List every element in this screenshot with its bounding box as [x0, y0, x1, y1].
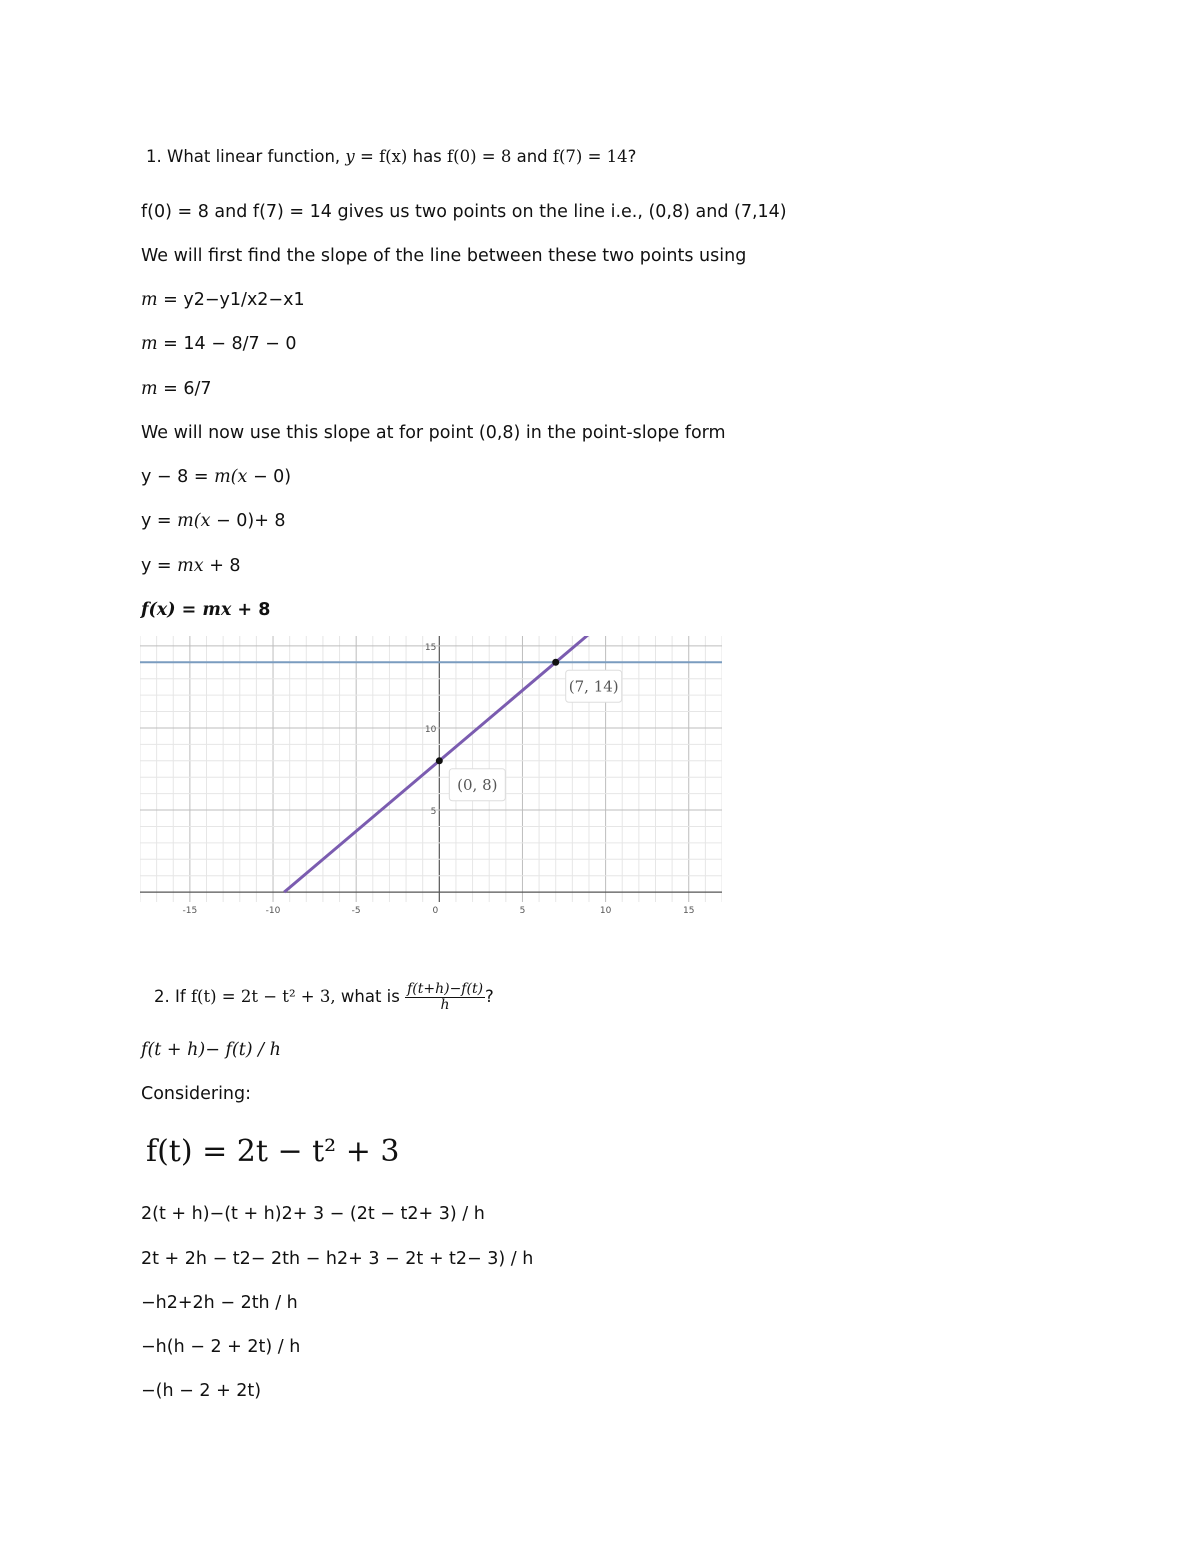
slope-formula-text: = y2−y1/x2−x1 — [157, 290, 305, 310]
point-slope-1 — [141, 466, 291, 488]
fraction-numerator: f(t+h)−f(t) — [407, 981, 484, 997]
point-slope-3-a: y = — [141, 556, 178, 576]
question-2-what: what is — [340, 987, 400, 1006]
final-answer-1-d: + 8 — [231, 600, 271, 620]
linear-function-graph — [140, 636, 722, 918]
point-label: (7, 14) — [568, 677, 619, 696]
question-1-eq: = f(x) — [360, 147, 408, 166]
x-tick-label: -5 — [351, 906, 361, 916]
slope-formula-m: m — [141, 290, 158, 310]
slope-substitution — [141, 333, 297, 355]
question-2 — [154, 982, 494, 1013]
x-tick-label: 5 — [519, 906, 526, 916]
x-tick-label: 10 — [599, 906, 612, 916]
slope-value-text: = 6/7 — [157, 379, 212, 399]
work-line-4: −h(h − 2 + 2t) / h — [141, 1337, 301, 1357]
question-2-function: f(t) = 2t − t² + 3, — [190, 987, 336, 1006]
question-1-f7: f(7) = 14 — [552, 147, 628, 166]
point-slope-3 — [141, 555, 241, 577]
point-slope-1-a: y − 8 = — [141, 467, 215, 487]
slope-substitution-m: m — [141, 334, 158, 354]
data-point — [552, 659, 559, 666]
solution-1-line-1: f(0) = 8 and f(7) = 14 gives us two points on the line i.e., (0,8) and (7,14) — [141, 202, 787, 222]
work-line-2: 2t + 2h − t2− 2th − h2+ 3 − 2t + t2− 3) / h — [141, 1249, 534, 1269]
solution-1-line-6: We will now use this slope at for point (0,8) in the point-slope form — [141, 423, 726, 443]
slope-value-m: m — [141, 379, 158, 399]
final-answer-1-c: mx — [202, 600, 232, 620]
question-2-if: If — [175, 987, 186, 1006]
final-answer-1 — [141, 599, 270, 621]
fraction-denominator: h — [440, 997, 450, 1013]
point-slope-2 — [141, 510, 286, 532]
question-2-number: 2. — [154, 987, 170, 1006]
final-answer-1-b: = — [175, 600, 203, 620]
work-line-3: −h2+2h − 2th / h — [141, 1293, 298, 1313]
question-2-mark: ? — [485, 987, 494, 1006]
question-1-has: has — [412, 147, 442, 166]
slope-value — [141, 378, 212, 400]
question-1-y: y — [345, 147, 355, 166]
point-slope-3-b: mx — [177, 556, 204, 576]
y-tick-label: 10 — [424, 724, 437, 735]
point-label: (0, 8) — [457, 775, 498, 794]
y-tick-label: 15 — [424, 642, 437, 653]
point-slope-2-c: − 0)+ 8 — [210, 511, 286, 531]
question-1-mark: ? — [627, 147, 637, 166]
function-display: f(t) = 2t − t² + 3 — [146, 1134, 400, 1169]
slope-substitution-text: = 14 − 8/7 − 0 — [157, 334, 297, 354]
difference-quotient-expression: f(t + h)− f(t) / h — [141, 1040, 281, 1060]
difference-quotient-fraction — [405, 982, 485, 1013]
point-slope-3-c: + 8 — [203, 556, 241, 576]
considering-label: Considering: — [141, 1084, 252, 1104]
point-slope-1-c: − 0) — [247, 467, 292, 487]
point-slope-2-b: m(x — [177, 511, 211, 531]
point-slope-1-b: m(x — [214, 467, 248, 487]
point-slope-2-a: y = — [141, 511, 178, 531]
data-point — [436, 757, 443, 764]
question-1 — [146, 146, 636, 168]
work-line-5: −(h − 2 + 2t) — [141, 1381, 262, 1401]
solution-1-line-2: We will first find the slope of the line between these two points using — [141, 246, 747, 266]
x-tick-label: 15 — [683, 906, 695, 916]
x-tick-label: -15 — [182, 906, 198, 916]
final-answer-1-a: f(x) — [141, 600, 176, 620]
slope-formula — [141, 289, 305, 311]
x-tick-label: 0 — [432, 906, 439, 916]
y-tick-label: 5 — [430, 807, 437, 818]
question-1-and: and — [516, 147, 548, 166]
question-1-f0: f(0) = 8 — [447, 147, 512, 166]
question-1-number: 1. — [146, 147, 162, 166]
x-tick-label: -10 — [265, 906, 281, 916]
work-line-1: 2(t + h)−(t + h)2+ 3 − (2t − t2+ 3) / h — [141, 1204, 485, 1224]
question-1-prefix: What linear function, — [167, 147, 341, 166]
